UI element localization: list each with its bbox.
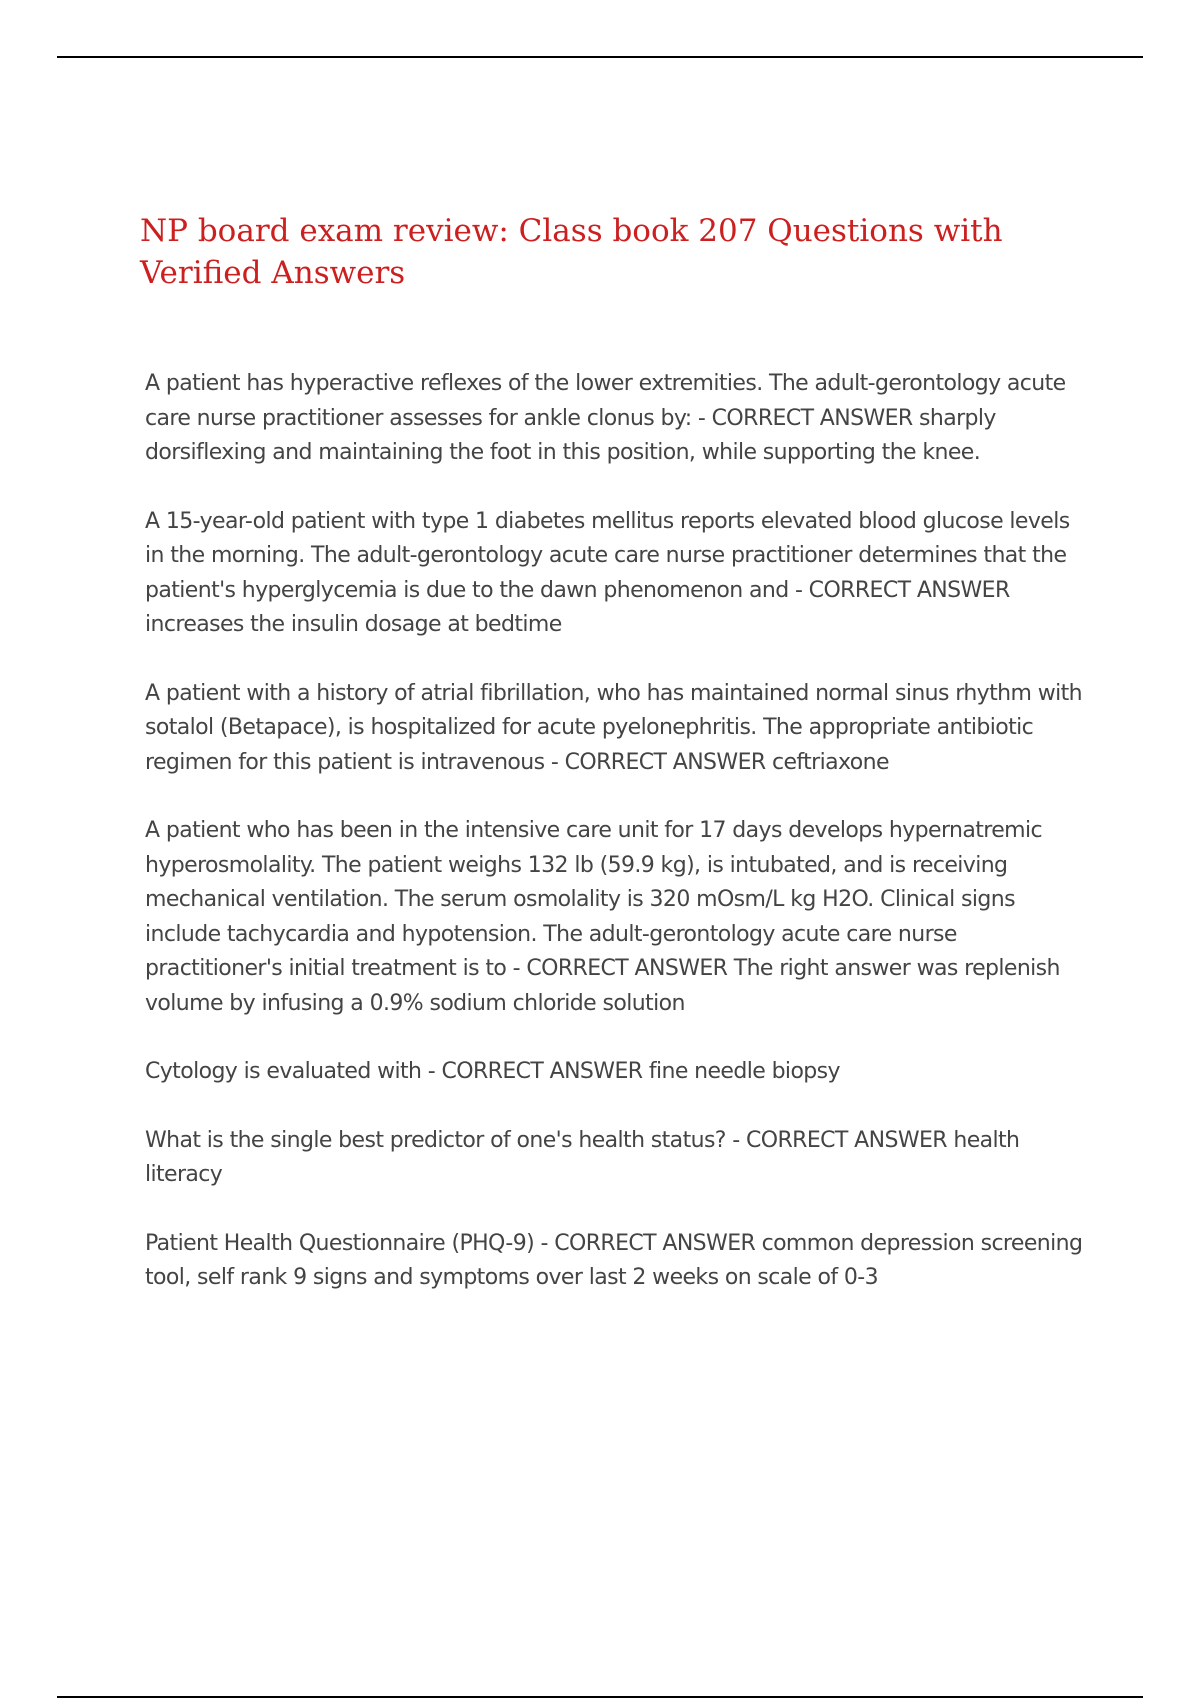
qa-item: What is the single best predictor of one's health status? - CORRECT ANSWER health literacy <box>145 1127 1020 1187</box>
document-title: NP board exam review: Class book 207 Questions with Verified Answers <box>140 213 1003 291</box>
qa-item: A patient has hyperactive reflexes of the lower extremities. The adult-gerontology acute care nurse practitioner assesses for ankle clonus by: - CORRECT ANSWER sharply dorsiflexing and maintaining the foot in this position, while supporting the knee. <box>145 371 1066 465</box>
qa-item: Cytology is evaluated with - CORRECT ANSWER fine needle biopsy <box>145 1059 840 1084</box>
header-rule <box>57 56 1143 58</box>
qa-item: A patient who has been in the intensive care unit for 17 days develops hypernatremic hyperosmolality. The patient weighs 132 lb (59.9 kg), is intubated, and is receiving mechanical ventilation. The serum osmolality is 320 mOsm/L kg H2O. Clinical signs include tachycardia and hypotension. The adult-gerontology acute care nurse practitioner's initial treatment is to - CORRECT ANSWER The right answer was replenish volume by infusing a 0.9% sodium chloride solution <box>145 818 1060 1016</box>
qa-item: A patient with a history of atrial fibrillation, who has maintained normal sinus rhythm with sotalol (Betapace), is hospitalized for acute pyelonephritis. The appropriate antibiotic regimen for this patient is intravenous - CORRECT ANSWER ceftriaxone <box>145 680 1082 775</box>
qa-list <box>145 367 1090 1330</box>
footer-rule <box>57 1696 1143 1698</box>
qa-item: Patient Health Questionnaire (PHQ-9) - CORRECT ANSWER common depression screening tool, self rank 9 signs and symptoms over last 2 weeks on scale of 0-3 <box>145 1230 1083 1290</box>
qa-item: A 15-year-old patient with type 1 diabetes mellitus reports elevated blood glucose levels in the morning. The adult-gerontology acute care nurse practitioner determines that the patient's hyperglycemia is due to the dawn phenomenon and - CORRECT ANSWER increases the insulin dosage at bedtime <box>145 508 1070 637</box>
